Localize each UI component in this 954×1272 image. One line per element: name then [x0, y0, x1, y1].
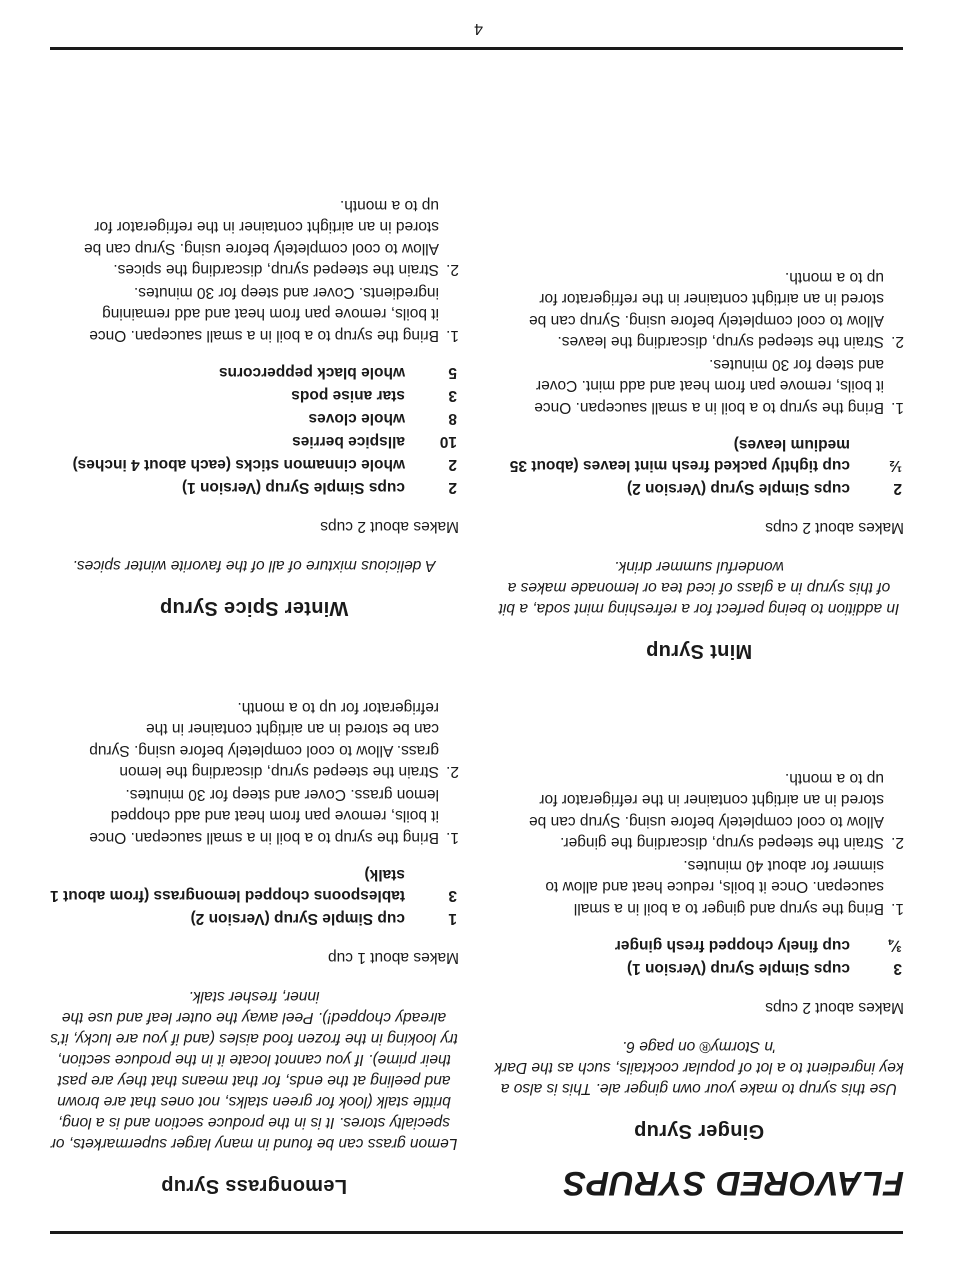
ingredient-quantity: 1 [448, 910, 457, 927]
step-text: Bring the syrup to a boil in a small saucepan. Once it boils, remove pan from heat and add chopped lemon grass. Cover and steep for 30 minutes. [89, 786, 439, 846]
step-number: 2. [446, 763, 459, 781]
ingredient-name: allspice berries [292, 433, 405, 450]
step-number: 2. [446, 261, 459, 279]
recipe-yield: Makes about 2 cups [765, 999, 904, 1016]
ingredient-item [494, 935, 904, 956]
step-item [494, 267, 904, 353]
step-text: Bring the syrup to a boil in a small saucepan. Once it boils, remove pan from heat and add mint. Cover and steep for 30 minutes. [534, 356, 884, 416]
step-text: Strain the steeped syrup, discarding the lemon grass. Allow to cool completely before using. Syrup can be stored in an airtight container in the refrigerator for up to a month. [89, 699, 439, 781]
step-number: 1. [891, 900, 904, 917]
ingredient-quantity: 2 [893, 480, 902, 497]
step-number: 2. [891, 834, 904, 852]
ingredient-list [494, 434, 904, 499]
step-list [494, 768, 904, 920]
ingredient-quantity: 10 [439, 433, 457, 450]
recipe-intro: Lemon grass can be found in many larger supermarkets, or specialty stores. It is in the produce section and is a long, brittle stalk (look for green stalks, not ones that are brown and peeling at the ends, for that means that they are past their prime). If you cannot locate it in the produce section, try looking in the frozen food aisles (and if you are lucky, it's already chopped!). Peel away the outer leaf and use the inner, fresher stalk. [50, 988, 458, 1152]
ingredient-quantity: ½ [889, 457, 902, 474]
recipe-title: Winter Spice Syrup [159, 597, 349, 619]
step-text: Strain the steeped syrup, discarding the spices. Allow to cool completely before using. Syrup can be stored in an airtight container in the refrigerator for up to a month. [84, 197, 439, 279]
step-list [49, 697, 459, 849]
step-text: Strain the steeped syrup, discarding the leaves. Allow to cool completely before using. Syrup can be stored in an airtight container in the refrigerator for up to a month. [529, 269, 884, 351]
ingredient-item [49, 477, 459, 498]
step-item [49, 195, 459, 281]
ingredient-item [494, 478, 904, 499]
recipe-yield: Makes about 2 cups [765, 519, 904, 536]
ingredient-name: cups Simple Syrup (Version 1) [181, 479, 405, 496]
ingredient-name: whole cinnamon sticks (each about 4 inches) [72, 456, 405, 473]
bottom-rule [50, 47, 903, 50]
step-item [49, 282, 459, 347]
ingredient-quantity: 8 [448, 410, 457, 427]
ingredient-quantity: 3 [448, 887, 457, 904]
ingredient-item [49, 908, 459, 929]
recipe-intro: A delicious mixture of all of the favorite winter spices. [72, 557, 436, 574]
ingredient-item [494, 958, 904, 979]
mint-syrup-recipe [494, 266, 904, 663]
recipe-title: Lemongrass Syrup [161, 1175, 347, 1197]
step-number: 1. [446, 829, 459, 846]
ginger-syrup-recipe [494, 767, 904, 1143]
winter-spice-syrup-recipe [49, 194, 459, 620]
recipe-yield: Makes about 1 cup [328, 949, 459, 966]
ingredient-item [49, 454, 459, 475]
ingredient-quantity: 2 [448, 479, 457, 496]
ingredient-item [494, 434, 904, 476]
step-text: Bring the syrup and ginger to a boil in a small saucepan. Once it boils, reduce heat and allow to simmer for about 40 minutes. [545, 857, 884, 917]
top-rule [50, 1231, 903, 1234]
ingredient-name: cup Simple Syrup (Version 2) [190, 910, 405, 927]
step-item [494, 768, 904, 854]
step-number: 2. [891, 333, 904, 351]
ingredient-name: cups Simple Syrup (Version 1) [626, 960, 850, 977]
step-list [494, 267, 904, 419]
step-item [494, 855, 904, 920]
ingredient-quantity: ¾ [889, 937, 902, 954]
ingredient-name: whole black peppercorns [218, 364, 405, 381]
recipe-title: Ginger Syrup [633, 1120, 765, 1142]
ingredient-name: whole cloves [308, 410, 405, 427]
step-number: 1. [446, 327, 459, 344]
step-number: 1. [891, 399, 904, 416]
ingredient-quantity: 3 [448, 387, 457, 404]
ingredient-name: tablespoons chopped lemongrass (from about 1 stalk) [50, 866, 405, 904]
ingredient-list [49, 864, 459, 929]
step-item [49, 697, 459, 783]
ingredient-item [49, 431, 459, 452]
page-number: 4 [474, 20, 483, 37]
ingredient-name: cup tightly packed fresh mint leaves (about 35 medium leaves) [509, 436, 850, 474]
ingredient-name: star anise pods [291, 387, 405, 404]
page-title: FLAVORED SYRUPS [562, 1164, 904, 1202]
ingredient-quantity: 2 [448, 456, 457, 473]
step-text: Bring the syrup to a boil in a small saucepan. Once it boils, remove pan from heat and add remaining ingredients. Cover and steep for 30 minutes. [89, 284, 439, 344]
ingredient-list [49, 362, 459, 498]
lemongrass-syrup-recipe [49, 696, 459, 1198]
ingredient-name: cup finely chopped fresh ginger [614, 937, 850, 954]
recipe-title: Mint Syrup [645, 640, 753, 662]
ingredient-item [49, 408, 459, 429]
ingredient-item [49, 385, 459, 406]
recipe-intro: Use this syrup to make your own ginger ale. This is also a key ingredient to a lot of popular cocktails, such as the Dark 'n Stormy® on page 6. [494, 1038, 904, 1097]
recipe-yield: Makes about 2 cups [320, 518, 459, 535]
ingredient-item [49, 864, 459, 906]
step-item [49, 784, 459, 849]
step-item [494, 354, 904, 419]
ingredient-quantity: 5 [448, 364, 457, 381]
ingredient-name: cups Simple Syrup (Version 2) [626, 480, 850, 497]
step-list [49, 195, 459, 347]
ingredient-quantity: 3 [893, 960, 902, 977]
ingredient-item [49, 362, 459, 383]
ingredient-list [494, 935, 904, 979]
step-text: Strain the steeped syrup, discarding the ginger. Allow to cool completely before using. Syrup can be stored in an airtight container in the refrigerator for up to a month. [529, 770, 884, 852]
recipe-intro: In addition to being perfect for a refreshing mint soda, a bit of this syrup in a glass of iced tea or lemonade makes a wonderful summer drink. [498, 558, 900, 617]
